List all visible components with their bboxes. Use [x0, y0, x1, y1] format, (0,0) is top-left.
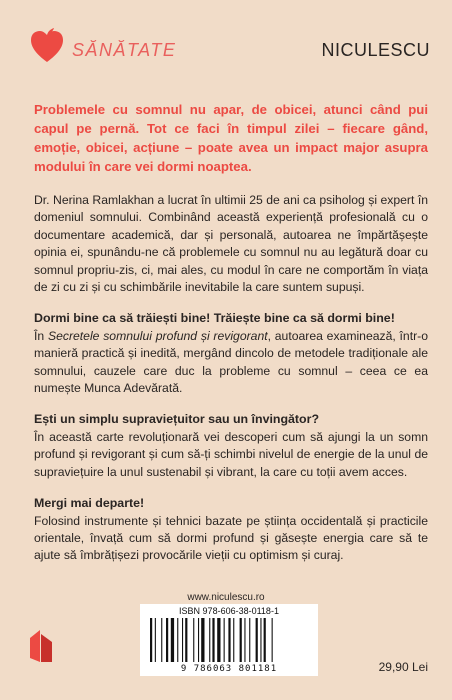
section-text: În această carte revoluționară vei descoperi cum să ajungi la un somn profund și revigorant și cum să-ți schimbi nivelul de energie de la unul de supraviețuire la unul sustenabil și vibrant, la care cu toții avem acces. — [34, 429, 428, 479]
section-sleep-well — [34, 310, 428, 397]
barcode-icon — [150, 618, 310, 662]
cover-header — [0, 0, 452, 80]
section-heading: Ești un simplu supraviețuitor sau un învingător? — [34, 412, 320, 427]
section-heading: Mergi mai departe! — [34, 496, 145, 511]
isbn-text: ISBN 978-606-38-0118-1 — [179, 606, 279, 616]
text-suffix: , autoarea examinează, într-o manieră practică și inedită, mergând dincolo de metodele tradiționale ale somnului, cauzele care duc la probleme cu somnul – ceea ce ea numește Munca Adevărată. — [34, 328, 428, 396]
section-text: Folosind instrumente și tehnici bazate pe știința occidentală și practicile orientale, învață cum să dormi profund și găsește energia care să te ajute să îmbrățișezi provocările vieții cu optimism și curaj. — [34, 513, 428, 563]
section-survivor — [34, 411, 428, 481]
price: 29,90 Lei — [378, 660, 428, 674]
heart-apple-icon — [30, 28, 64, 64]
publisher-name: NICULESCU — [321, 40, 430, 60]
barcode-area — [140, 604, 318, 676]
section-go-further — [34, 495, 428, 565]
lead-paragraph: Problemele cu somnul nu apar, de obicei, atunci când pui capul pe pernă. Tot ce faci în timpul zilei – fiecare gând, emoție, obicei, acțiune – poate avea un impact major asupra modului în care vei dormi noaptea. — [34, 102, 428, 174]
barcode-digits: 9 786063 801181 — [180, 664, 278, 674]
section-heading: Dormi bine ca să trăiești bine! Trăiește bine ca să dormi bine! — [34, 311, 395, 326]
intro-paragraph: Dr. Nerina Ramlakhan a lucrat în ultimii 25 de ani ca psiholog și expert în domeniul somnului. Combinând această experiență profesională cu o documentare academică, dar și personală, autoarea ne împărtășește opinia ei, spunându-ne că problemele cu somnul nu au legătură doar cu somnul propriu-zis, ci, mai ales, cu modul în care ne comportăm în viața de zi cu zi și cu schimbările inevitabile la care suntem supuși. — [34, 193, 428, 295]
back-cover-text — [34, 100, 428, 579]
publisher-logo-icon — [30, 630, 52, 662]
book-title: Secretele somnului profund și revigorant — [47, 328, 268, 343]
section-text — [34, 328, 428, 398]
text-prefix: În — [34, 328, 48, 343]
website-url: www.niculescu.ro — [187, 592, 265, 603]
series-name: SĂNĂTATE — [72, 40, 177, 60]
